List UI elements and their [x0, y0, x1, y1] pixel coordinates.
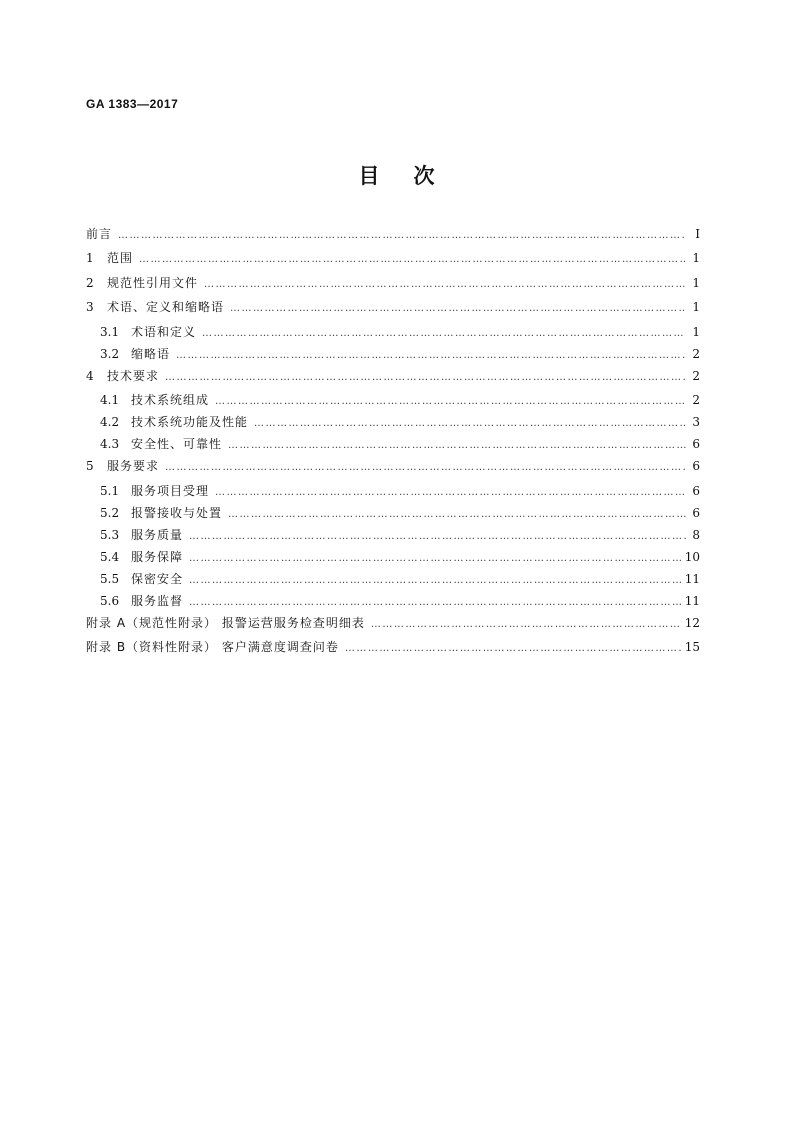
toc-entry[interactable] — [86, 593, 700, 615]
toc-entry[interactable] — [86, 324, 700, 346]
toc-entry-page: 1 — [692, 275, 700, 290]
toc-title: 目次 — [358, 164, 469, 188]
toc-entry-number: 5.5 — [100, 571, 120, 586]
toc-leader-dots — [345, 641, 681, 657]
toc-entry[interactable] — [86, 549, 700, 571]
toc-entry-label: 技术系统组成 — [131, 393, 210, 407]
toc-entry-label: 技术要求 — [107, 368, 160, 383]
toc-entry-label: 术语和定义 — [131, 324, 197, 339]
toc-entry-number: 5.6 — [100, 593, 120, 608]
toc-leader-dots — [204, 277, 686, 293]
toc-entry-number: 5.1 — [100, 483, 120, 498]
toc-leader-dots — [165, 460, 686, 476]
toc-entry-page: 6 — [692, 505, 700, 520]
toc-leader-dots — [189, 551, 681, 567]
toc-entry-label: 附录 A（规范性附录） 报警运营服务检查明细表 — [86, 615, 365, 630]
toc-leader-dots — [118, 228, 686, 244]
toc-entry-number: 5 — [86, 459, 94, 473]
toc-entry-label: 附录 B（资料性附录） 客户满意度调查问卷 — [86, 640, 339, 654]
toc-entry-page: 2 — [692, 393, 700, 407]
toc-entry[interactable] — [86, 368, 700, 393]
toc-entry-page: 2 — [692, 368, 700, 383]
toc-leader-dots — [254, 416, 686, 432]
toc-entry[interactable] — [86, 436, 700, 458]
toc-entry-number: 1 — [86, 251, 94, 265]
toc-leader-dots — [189, 595, 681, 611]
toc-entry-label: 服务要求 — [107, 459, 160, 473]
toc-entry[interactable] — [86, 392, 700, 414]
toc-entry-label: 报警接收与处置 — [131, 505, 223, 520]
toc-leader-dots — [176, 348, 686, 364]
toc-entry-label: 技术系统功能及性能 — [131, 415, 249, 429]
toc-entry-label: 范围 — [107, 251, 134, 265]
toc-leader-dots — [228, 507, 686, 523]
toc-entry-label: 服务保障 — [131, 549, 184, 564]
toc-entry-page: 6 — [692, 459, 700, 473]
toc-entry[interactable] — [86, 414, 700, 436]
toc-entry-page: 3 — [692, 415, 700, 429]
toc-entry-number: 4.3 — [100, 437, 120, 451]
toc-entry-number: 4 — [86, 368, 94, 383]
toc-entry-number: 5.4 — [100, 549, 120, 564]
toc-leader-dots — [228, 438, 686, 454]
toc-entry-number: 2 — [86, 275, 94, 290]
toc-entry-label: 缩略语 — [131, 346, 171, 361]
toc-leader-dots — [165, 370, 686, 386]
document-id: GA 1383—2017 — [86, 97, 179, 111]
toc-entry-page: 1 — [692, 300, 700, 314]
toc-entry-page: 1 — [692, 251, 700, 265]
toc-entry-number: 4.1 — [100, 393, 120, 407]
toc-entry-page: 2 — [692, 346, 700, 361]
toc-entry[interactable] — [86, 458, 700, 483]
toc-entry-label: 前言 — [86, 227, 113, 241]
toc-entry-label: 服务监督 — [131, 593, 184, 608]
toc-entry[interactable] — [86, 483, 700, 505]
toc-entry-page: 11 — [684, 571, 700, 586]
toc-entry-page: 1 — [692, 324, 700, 339]
toc-entry-page: 10 — [684, 549, 700, 564]
toc-entry-number: 5.3 — [100, 527, 120, 542]
toc-entry-label: 术语、定义和缩略语 — [107, 300, 225, 314]
toc-entry-page: 6 — [692, 437, 700, 451]
toc-leader-dots — [202, 326, 686, 342]
toc-leader-dots — [215, 394, 686, 410]
toc-entry[interactable] — [86, 639, 700, 664]
toc-leader-dots — [139, 252, 686, 268]
toc-leader-dots — [189, 529, 686, 545]
toc-entry[interactable] — [86, 527, 700, 549]
toc-entry-number: 3.1 — [100, 324, 120, 339]
toc-entry[interactable] — [86, 250, 700, 275]
toc-entry-number: 3 — [86, 300, 94, 314]
toc-entry-number: 4.2 — [100, 415, 120, 429]
toc-entry-page: 15 — [684, 640, 700, 654]
toc-entry-page: 12 — [684, 615, 700, 630]
toc-entry-label: 规范性引用文件 — [107, 275, 199, 290]
toc-entry[interactable] — [86, 275, 700, 300]
toc-entry[interactable] — [86, 226, 700, 250]
toc-leader-dots — [215, 485, 686, 501]
toc-entry-number: 5.2 — [100, 505, 120, 520]
toc-entry-page: Ⅰ — [695, 227, 700, 241]
toc-entry-label: 服务项目受理 — [131, 483, 210, 498]
toc-entry-number: 3.2 — [100, 346, 120, 361]
toc-entry-label: 安全性、可靠性 — [131, 437, 223, 451]
toc-entry-label: 服务质量 — [131, 527, 184, 542]
toc-entry-label: 保密安全 — [131, 571, 184, 586]
toc-entry[interactable] — [86, 346, 700, 368]
toc-leader-dots — [230, 301, 686, 317]
toc-entry[interactable] — [86, 505, 700, 527]
toc-entry[interactable] — [86, 571, 700, 593]
toc-entry[interactable] — [86, 299, 700, 324]
toc-entry-page: 6 — [692, 483, 700, 498]
toc-entry[interactable] — [86, 615, 700, 640]
toc-entry-page: 8 — [692, 527, 700, 542]
toc-leader-dots — [189, 573, 681, 589]
table-of-contents — [86, 226, 700, 664]
toc-entry-page: 11 — [684, 593, 700, 608]
toc-leader-dots — [371, 617, 681, 633]
